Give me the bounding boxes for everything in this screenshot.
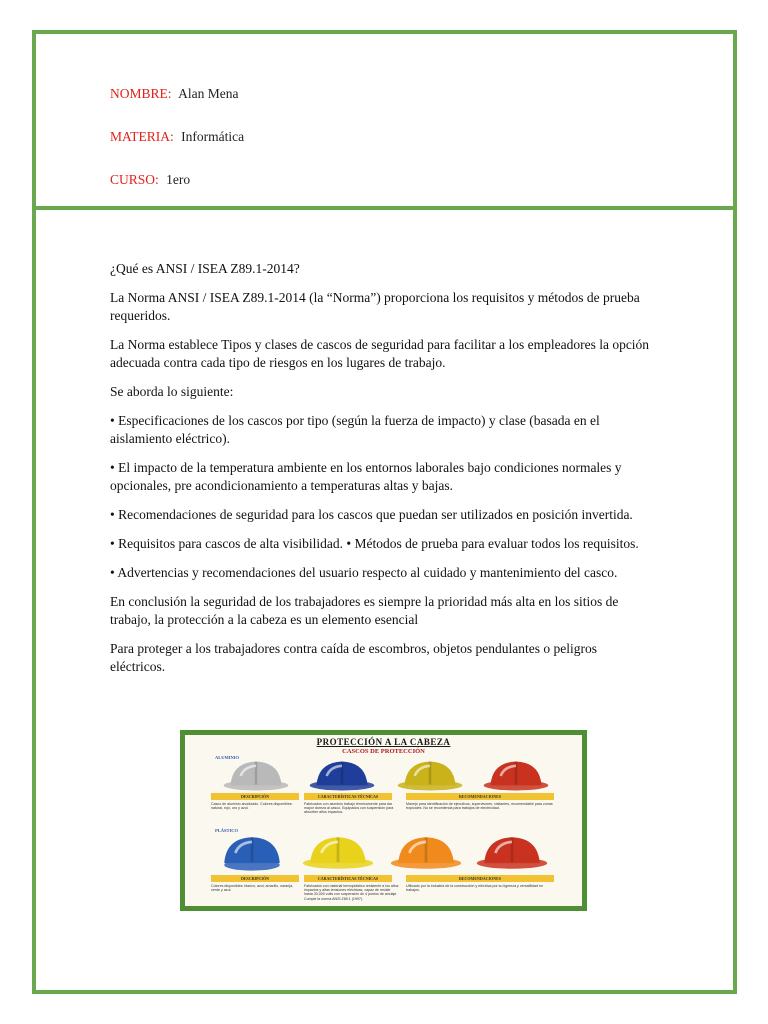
row1-technical: Fabricados con aluminio trabajo térmicamente para dar mayor dureza al casco. Equipados con suspensión para absorber altos impactos. [304,802,394,815]
curso-label: CURSO: [110,172,159,187]
bar-descripcion: DESCRIPCIÓN [211,793,299,800]
infographic-subtitle: CASCOS DE PROTECCIÓN [342,748,425,755]
nombre-field [110,86,239,102]
paragraph: En conclusión la seguridad de los trabajadores es siempre la prioridad más alta en los sitios de trabajo, la protección a la cabeza es un elemento esencial [110,594,619,627]
curso-value: 1ero [166,172,191,187]
infographic-panel [185,735,582,906]
helmet-image [475,759,557,793]
bar-caracteristicas: CARACTERÍSTICAS TÉCNICAS [304,875,392,882]
question-heading: ¿Qué es ANSI / ISEA Z89.1-2014? [110,261,300,276]
paragraph: Se aborda lo siguiente: [110,384,234,399]
helmet-image [389,759,471,793]
helmet-image [389,833,463,873]
infographic-title: PROTECCIÓN A LA CABEZA [316,737,451,747]
materia-value: Informática [181,129,245,144]
materia-label: MATERIA: [110,129,174,144]
bullet-item: • Recomendaciones de seguridad para los cascos que puedan ser utilizados en posición invertida. [110,507,633,522]
nombre-label: NOMBRE: [110,86,172,101]
helmet-image [475,833,549,873]
bullet-item: • Advertencias y recomendaciones del usuario respecto al cuidado y mantenimiento del casco. [110,565,618,580]
document-body [110,260,650,687]
bar-caracteristicas: CARACTERÍSTICAS TÉCNICAS [304,793,392,800]
row1-description: Casco de aluminio anodizado. Colores disponibles: natural, rojo, oro y azul. [211,802,293,811]
paragraph: Para proteger a los trabajadores contra caída de escombros, objetos pendulantes o peligros eléctricos. [110,641,597,674]
helmet-image [301,833,375,873]
helmet-image [215,759,297,793]
section-aluminio-label: ALUMINIO [215,755,240,760]
row2-description: Colores disponibles: blanco, azul, amarillo, naranja, verde y azul. [211,884,294,893]
materia-field [110,129,244,145]
row2-technical: Fabricados con material termoplástico resistente a los altos impactos y altas tensiones eléctricas, capaz de resistir hasta 30,000 volts con suspensión de 4 puntos de anclaje. Cumple la norma ANSI Z89.1 (1997). [304,884,399,901]
bullet-item: • Requisitos para cascos de alta visibilidad. • Métodos de prueba para evaluar todos los requisitos. [110,536,639,551]
section-plastico-label: PLÁSTICO [215,828,239,833]
paragraph: La Norma ANSI / ISEA Z89.1-2014 (la “Norma”) proporciona los requisitos y métodos de prueba requeridos. [110,290,640,323]
bullet-item: • Especificaciones de los cascos por tipo (según la fuerza de impacto) y clase (basada en el aislamiento eléctrico). [110,413,600,446]
bar-recomendaciones: RECOMENDACIONES [406,793,554,800]
bar-descripcion: DESCRIPCIÓN [211,875,299,882]
curso-field [110,172,190,188]
bar-recomendaciones: RECOMENDACIONES [406,875,554,882]
helmet-infographic [180,730,587,911]
paragraph: La Norma establece Tipos y clases de cascos de seguridad para facilitar a los empleadores la opción adecuada contra cada tipo de riesgos en los lugares de trabajo. [110,337,650,370]
nombre-value: Alan Mena [178,86,239,101]
row2-recommendation: Utilizado por la industria de la construcción y eléctrica por su ligereza y versatilidad en trabajos. [406,884,544,893]
helmet-image [301,759,383,793]
helmet-image [215,833,289,873]
row1-recommendation: Manejo para identificación de ejecutivos, supervisores, visitantes, recomendable para zonas tropicales. No se recomienda para trabajos de electricidad. [406,802,553,811]
bullet-item: • El impacto de la temperatura ambiente en los entornos laborales bajo condiciones normales y opcionales, pre acondicionamiento a temperaturas altas y bajas. [110,460,622,493]
